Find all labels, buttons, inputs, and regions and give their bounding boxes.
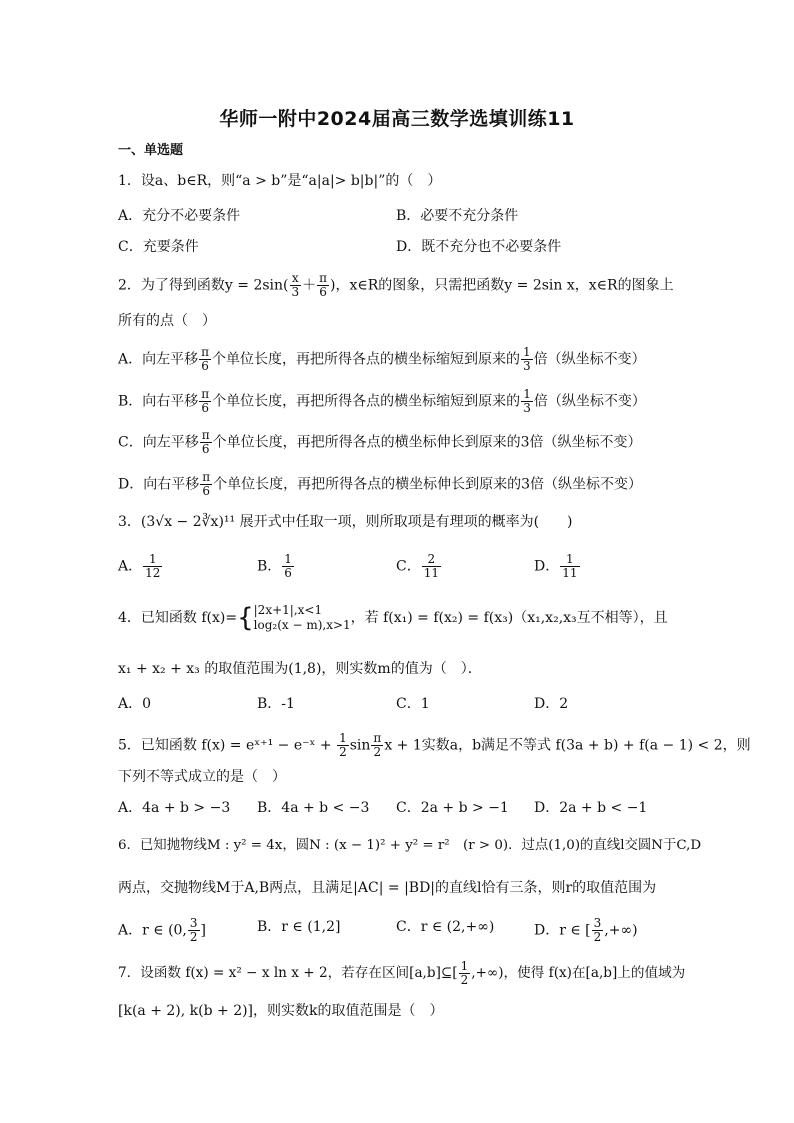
denominator: 2 [373, 745, 382, 759]
fraction [317, 272, 329, 299]
q5-stem-part: 5．已知函数 f(x) = eˣ⁺¹ − e⁻ˣ + [118, 737, 337, 754]
denominator: 6 [284, 566, 292, 580]
numerator: π [202, 470, 211, 484]
fraction [521, 388, 533, 415]
q2-option-b [118, 388, 646, 415]
q4-option-b: B．-1 [257, 696, 295, 712]
option-text: A．r ∈ (0, [118, 922, 187, 939]
numerator: 1 [339, 731, 347, 745]
option-letter: C． [396, 558, 421, 575]
fraction [143, 553, 162, 580]
fraction [200, 429, 212, 456]
numerator: 1 [523, 345, 531, 359]
denominator: 6 [201, 401, 210, 415]
question-2-stem [118, 272, 674, 299]
q5-stem-part: x + 1实数a，b满足不等式 f(3a + b) + f(a − 1) < 2，则 [384, 737, 751, 754]
option-text: B．向右平移 [118, 393, 199, 410]
option-letter: A． [118, 558, 143, 575]
q3-option-a [118, 553, 163, 580]
numerator: x [290, 272, 302, 286]
denominator: 2 [189, 930, 198, 944]
q5-option-d: D．2a + b < −1 [534, 800, 648, 816]
q3-option-d [534, 553, 581, 580]
question-4-stem-line2: x₁ + x₂ + x₃ 的取值范围为(1,8)，则实数m的值为（ ）． [118, 661, 482, 677]
numerator: 1 [523, 387, 531, 401]
q3-option-b [257, 553, 295, 580]
q2-stem-part: 2．为了得到函数y = 2sin( [118, 277, 289, 294]
option-text: D．向右平移 [118, 476, 200, 493]
denominator: 6 [201, 359, 209, 373]
denominator: 6 [201, 442, 210, 456]
fraction [337, 732, 349, 759]
numerator: 2 [422, 553, 441, 567]
q2-option-a [118, 346, 646, 373]
denominator: 3 [523, 359, 531, 373]
q5-option-b: B．4a + b < −3 [257, 800, 370, 816]
fraction [560, 553, 579, 580]
q5-option-c: C．2a + b > −1 [396, 800, 509, 816]
q6-option-c: C．r ∈ (2,+∞) [396, 919, 495, 935]
denominator: 2 [339, 745, 347, 759]
option-text: D．r ∈ [ [534, 922, 591, 939]
q5-option-a: A．4a + b > −3 [118, 800, 231, 816]
q2-option-d [118, 471, 642, 498]
q1-option-b: B．必要不充分条件 [396, 208, 519, 224]
q1-option-a: A．充分不必要条件 [118, 208, 241, 224]
q4-stem-part: ，若 f(x₁) = f(x₂) = f(x₃)（x₁,x₂,x₃互不相等），且 [350, 610, 668, 626]
q6-option-b: B．r ∈ (1,2] [257, 919, 341, 935]
option-letter: B． [257, 558, 282, 575]
numerator: 1 [460, 959, 469, 973]
fraction [592, 917, 604, 944]
q2-stem-part: )，x∈R的图象，只需把函数y = 2sin x，x∈R的图象上 [330, 277, 674, 294]
option-text: 倍（纵坐标不变） [533, 351, 646, 368]
q4-option-a: A．0 [118, 696, 152, 712]
option-text: 个单位长度，再把所得各点的横坐标伸长到原来的3倍（纵坐标不变） [213, 476, 643, 493]
question-4-stem [118, 603, 668, 633]
q6-option-d [534, 917, 638, 944]
numerator: 1 [143, 553, 162, 567]
fraction [290, 272, 302, 299]
fraction [199, 388, 211, 415]
q4-option-d: D．2 [534, 696, 569, 712]
fraction [371, 732, 383, 759]
option-text: 个单位长度，再把所得各点的横坐标缩短到原来的 [212, 351, 521, 368]
q1-option-d: D．既不充分也不必要条件 [396, 239, 562, 255]
option-text: ] [200, 922, 206, 939]
denominator: 6 [319, 285, 327, 299]
question-6-stem: 6．已知抛物线M : y² = 4x，圆N : (x − 1)² + y² = r² (r > 0)．过点(1,0)的直线l交圆N于C,D [118, 838, 702, 853]
question-1-stem: 1．设a、b∈R，则“a > b”是“a|a|> b|b|”的（ ） [118, 173, 442, 189]
option-letter: D． [534, 558, 560, 575]
numerator: π [319, 271, 328, 285]
fraction [200, 471, 212, 498]
denominator: 2 [460, 973, 469, 987]
denominator: 6 [202, 484, 210, 498]
denominator: 2 [593, 930, 602, 944]
numerator: 3 [593, 916, 602, 930]
denominator: 12 [145, 566, 161, 580]
q4-stem-part: 4．已知函数 f(x)= [118, 610, 238, 626]
question-7-stem [118, 960, 685, 987]
numerator: π [201, 345, 210, 359]
denominator: 11 [562, 566, 578, 580]
denominator: 3 [523, 401, 531, 415]
question-3-stem: 3．(3√x − 2∛x)¹¹ 展开式中任取一项，则所取项是有理项的概率为( ) [118, 514, 573, 530]
piecewise-cases [254, 603, 351, 633]
q6-option-a [118, 917, 206, 944]
numerator: 1 [284, 552, 292, 566]
option-text: A．向左平移 [118, 351, 199, 368]
option-text: 个单位长度，再把所得各点的横坐标伸长到原来的3倍（纵坐标不变） [212, 434, 642, 451]
question-2-stem-line2: 所有的点（ ） [118, 313, 216, 329]
q2-stem-part: ＋ [302, 277, 317, 294]
case-1: |2x+1|,x<1 [253, 603, 323, 617]
fraction [282, 553, 294, 580]
q1-option-c: C．充要条件 [118, 239, 199, 255]
question-6-stem-line2: 两点，交抛物线M于A,B两点，且满足|AC| = |BD|的直线l恰有三条，则r的取值范围为 [118, 880, 657, 896]
numerator: π [373, 731, 382, 745]
option-text: ,+∞) [604, 922, 638, 939]
section-heading: 一、单选题 [118, 143, 184, 158]
q7-stem-part: 7．设函数 f(x) = x² − x ln x + 2，若存在区间[a,b]⊆[ [118, 965, 458, 981]
fraction [459, 960, 471, 987]
question-5-stem [118, 732, 751, 759]
q4-option-c: C．1 [396, 696, 430, 712]
option-text: 个单位长度，再把所得各点的横坐标缩短到原来的 [212, 393, 521, 410]
option-text: 倍（纵坐标不变） [533, 393, 646, 410]
q2-option-c [118, 429, 642, 456]
q7-stem-part: ,+∞)，使得 f(x)在[a,b]上的值域为 [471, 965, 686, 981]
left-brace: { [237, 603, 254, 633]
fraction [188, 917, 200, 944]
fraction [521, 346, 533, 373]
fraction [422, 553, 441, 580]
numerator: π [201, 387, 210, 401]
page-title: 华师一附中2024届高三数学选填训练11 [219, 108, 575, 130]
option-text: C．向左平移 [118, 434, 199, 451]
q5-stem-part: sin [349, 737, 371, 754]
case-2: log₂(x − m),x>1 [253, 618, 351, 632]
fraction [199, 346, 211, 373]
question-5-stem-line2: 下列不等式成立的是（ ） [118, 769, 286, 785]
numerator: 3 [189, 916, 198, 930]
denominator: 3 [291, 285, 300, 299]
q3-option-c [396, 553, 442, 580]
numerator: π [201, 428, 210, 442]
numerator: 1 [560, 553, 579, 567]
denominator: 11 [423, 566, 439, 580]
question-7-stem-line2: [k(a + 2), k(b + 2)]，则实数k的取值范围是（ ） [118, 1003, 444, 1019]
